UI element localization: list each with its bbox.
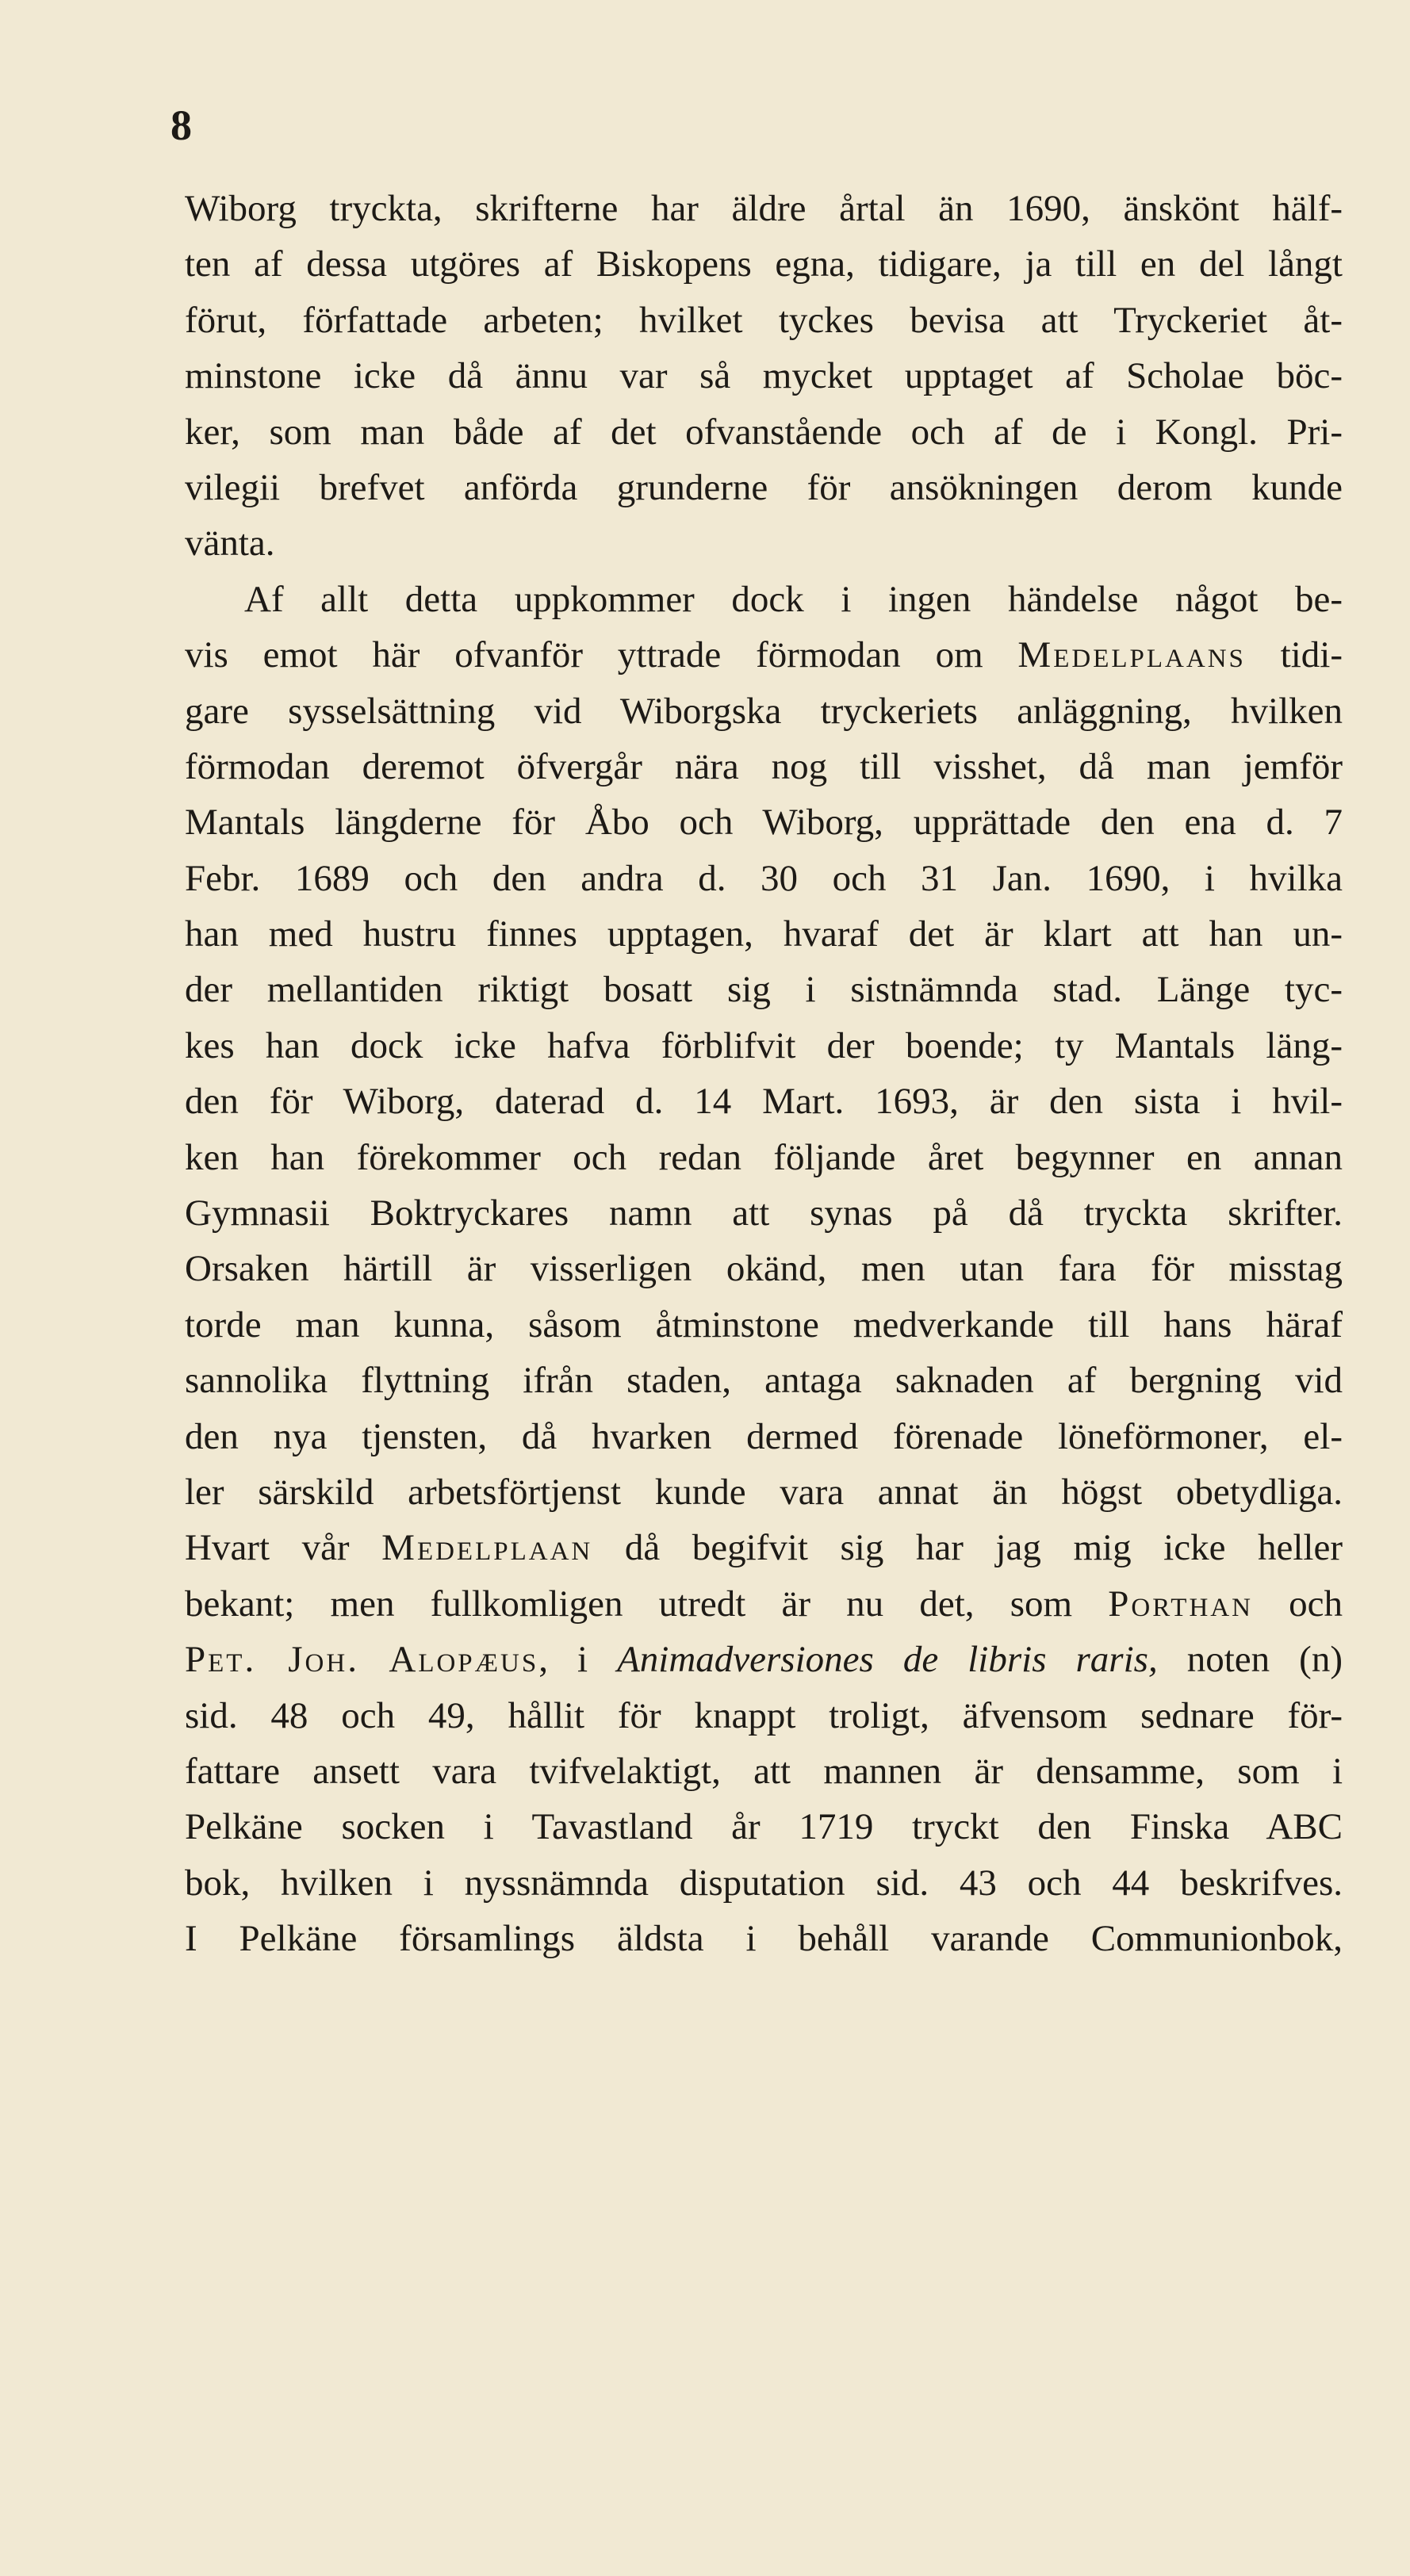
text-segment: , i: [538, 1639, 618, 1681]
text-line: förut, författade arbeten; hvilket tyckes bevisa att Tryckeriet åt-: [185, 299, 1343, 341]
text-segment: och: [1252, 1583, 1343, 1625]
person-name: Porthan: [1108, 1583, 1253, 1625]
text-line: han med hustru finnes upptagen, hvaraf det är klart att han un-: [185, 913, 1343, 955]
text-line: Wiborg tryckta, skrifterne har äldre årtal än 1690, änskönt hälf-: [185, 188, 1343, 229]
text-line: gare sysselsättning vid Wiborgska tryckeriets anläggning, hvilken: [185, 690, 1343, 732]
text-segment: då begifvit sig har jag mig icke heller: [592, 1527, 1343, 1569]
text-line: [185, 1576, 1343, 1632]
text-line: sid. 48 och 49, hållit för knappt troligt, äfvensom sednare för-: [185, 1694, 1343, 1736]
book-title: Animadversiones de libris raris,: [617, 1639, 1158, 1681]
text-line: ker, som man både af det ofvanstående och af de i Kongl. Pri-: [185, 411, 1343, 453]
person-name: Medelplaan: [381, 1527, 593, 1569]
text-line: Febr. 1689 och den andra d. 30 och 31 Jan. 1690, i hvilka: [185, 857, 1343, 899]
text-line: kes han dock icke hafva förblifvit der boende; ty Mantals läng-: [185, 1024, 1343, 1066]
text-line: [185, 1520, 1343, 1575]
text-segment: tidi-: [1245, 634, 1343, 676]
text-line: [185, 1632, 1343, 1687]
text-line: der mellantiden riktigt bosatt sig i sistnämnda stad. Länge tyc-: [185, 969, 1343, 1011]
text-line: [185, 627, 1343, 683]
text-line: bok, hvilken i nyssnämnda disputation sid. 43 och 44 beskrifves.: [185, 1862, 1343, 1904]
text-line: ler särskild arbetsförtjenst kunde vara annat än högst obetydliga.: [185, 1471, 1343, 1513]
text-line: torde man kunna, såsom åtminstone medverkande till hans häraf: [185, 1303, 1343, 1345]
text-segment: bekant; men fullkomligen utredt är nu det, som: [185, 1583, 1109, 1625]
text-line: ten af dessa utgöres af Biskopens egna, tidigare, ja till en del långt: [185, 243, 1343, 285]
text-line: den nya tjensten, då hvarken dermed förenade löneförmoner, el-: [185, 1415, 1343, 1457]
text-line: ken han förekommer och redan följande året begynner en annan: [185, 1136, 1343, 1178]
text-line: I Pelkäne församlings äldsta i behåll varande Communionbok,: [185, 1918, 1343, 1960]
text-segment: noten (n): [1157, 1639, 1343, 1681]
text-line: vilegii brefvet anförda grunderne för ansökningen derom kunde: [185, 466, 1343, 508]
text-line: minstone icke då ännu var så mycket upptaget af Scholae böc-: [185, 355, 1343, 397]
text-line: förmodan deremot öfvergår nära nog till visshet, då man jemför: [185, 745, 1343, 787]
page-number: 8: [171, 101, 192, 149]
text-line: Pelkäne socken i Tavastland år 1719 tryckt den Finska ABC: [185, 1806, 1343, 1848]
text-line: Gymnasii Boktryckares namn att synas på då tryckta skrifter.: [185, 1192, 1343, 1234]
person-name: Medelplaans: [1017, 634, 1246, 676]
text-segment: vis emot här ofvanför yttrade förmodan om: [185, 634, 1018, 676]
text-segment: Hvart vår: [185, 1527, 382, 1569]
text-line: Mantals längderne för Åbo och Wiborg, upprättade den ena d. 7: [185, 802, 1343, 844]
text-line: den för Wiborg, daterad d. 14 Mart. 1693, är den sista i hvil-: [185, 1081, 1343, 1123]
text-line: Orsaken härtill är visserligen okänd, men utan fara för misstag: [185, 1248, 1343, 1290]
text-line: fattare ansett vara tvifvelaktigt, att mannen är densamme, som i: [185, 1750, 1343, 1792]
text-line: Af allt detta uppkommer dock i ingen händelse något be-: [244, 578, 1343, 620]
text-line: sannolika flyttning ifrån staden, antaga saknaden af bergning vid: [185, 1360, 1343, 1402]
person-name: Pet. Joh. Alopæus: [185, 1639, 539, 1681]
text-line: vänta.: [185, 522, 275, 565]
body-text: [185, 181, 1343, 1967]
